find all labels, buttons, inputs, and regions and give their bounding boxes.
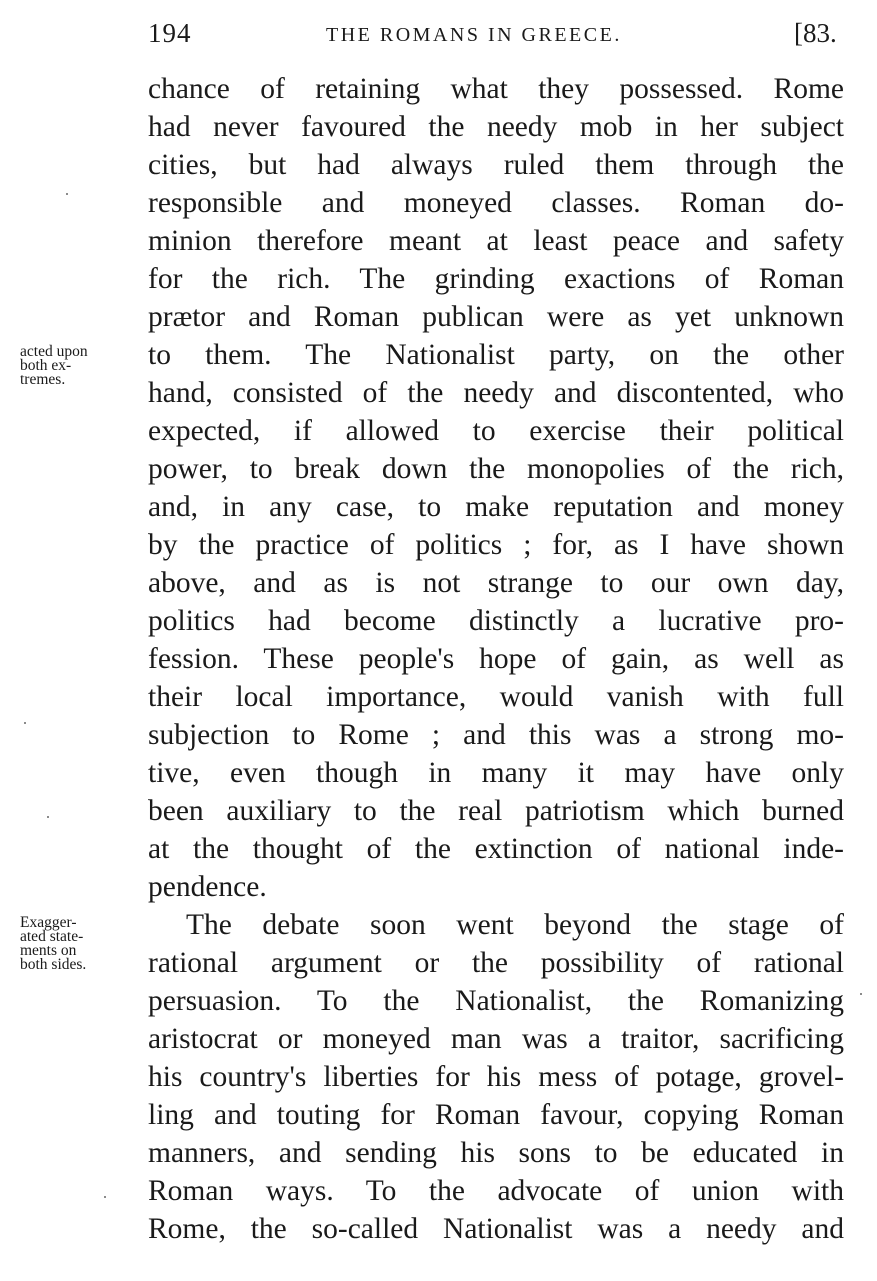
margin-note-line: acted upon — [20, 343, 88, 360]
margin-note-line: Exagger- — [20, 914, 77, 931]
text-line: for the rich. The grinding exactions of Roman — [148, 263, 844, 295]
text-line: their local importance, would vanish with full — [148, 681, 844, 713]
text-line: at the thought of the extinction of national inde- — [148, 833, 844, 865]
margin-note-acted-upon — [20, 345, 88, 387]
text-line: power, to break down the monopolies of the rich, — [148, 453, 844, 485]
text-line: ling and touting for Roman favour, copying Roman — [148, 1099, 844, 1131]
section-number: [83. — [794, 18, 837, 48]
text-line: expected, if allowed to exercise their political — [148, 415, 844, 447]
text-line: tive, even though in many it may have only — [148, 757, 844, 789]
margin-note-line: both ex- — [20, 357, 72, 374]
print-speck — [66, 193, 68, 195]
text-line: and, in any case, to make reputation and money — [148, 491, 844, 523]
body-text — [148, 70, 844, 1248]
text-line: responsible and moneyed classes. Roman do- — [148, 187, 844, 219]
margin-note-line: both sides. — [20, 956, 87, 973]
text-line: persuasion. To the Nationalist, the Romanizing — [148, 985, 844, 1017]
text-line: to them. The Nationalist party, on the other — [148, 339, 844, 371]
text-line: rational argument or the possibility of rational — [148, 947, 844, 979]
text-line: The debate soon went beyond the stage of — [186, 909, 844, 941]
text-line: had never favoured the needy mob in her subject — [148, 111, 844, 143]
text-line: above, and as is not strange to our own day, — [148, 567, 844, 599]
text-line: manners, and sending his sons to be educated in — [148, 1137, 844, 1169]
margin-note-line: ated state- — [20, 928, 84, 945]
text-line: Rome, the so-called Nationalist was a needy and — [148, 1213, 844, 1245]
text-line: his country's liberties for his mess of potage, grovel- — [148, 1061, 844, 1093]
text-line: been auxiliary to the real patriotism which burned — [148, 795, 844, 827]
text-line: Roman ways. To the advocate of union with — [148, 1175, 844, 1207]
running-head — [148, 18, 853, 52]
text-line: fession. These people's hope of gain, as well as — [148, 643, 844, 675]
text-line: chance of retaining what they possessed. Rome — [148, 73, 844, 105]
text-line: by the practice of politics ; for, as I have shown — [148, 529, 844, 561]
text-line: politics had become distinctly a lucrative pro- — [148, 605, 844, 637]
margin-note-line: tremes. — [20, 371, 66, 388]
print-speck — [860, 993, 862, 995]
text-line: minion therefore meant at least peace and safety — [148, 225, 844, 257]
page-number: 194 — [148, 18, 192, 48]
margin-note-line: ments on — [20, 942, 77, 959]
print-speck — [47, 816, 49, 818]
text-line: aristocrat or moneyed man was a traitor, sacrificing — [148, 1023, 844, 1055]
text-line: prætor and Roman publican were as yet unknown — [148, 301, 844, 333]
text-line: cities, but had always ruled them through the — [148, 149, 844, 181]
text-line: hand, consisted of the needy and discontented, who — [148, 377, 844, 409]
text-line: subjection to Rome ; and this was a strong mo- — [148, 719, 844, 751]
print-speck — [24, 722, 26, 724]
print-speck — [104, 1196, 106, 1198]
text-line: pendence. — [148, 871, 267, 903]
running-title: THE ROMANS IN GREECE. — [326, 24, 622, 46]
margin-note-exaggerated-statements — [20, 916, 86, 972]
